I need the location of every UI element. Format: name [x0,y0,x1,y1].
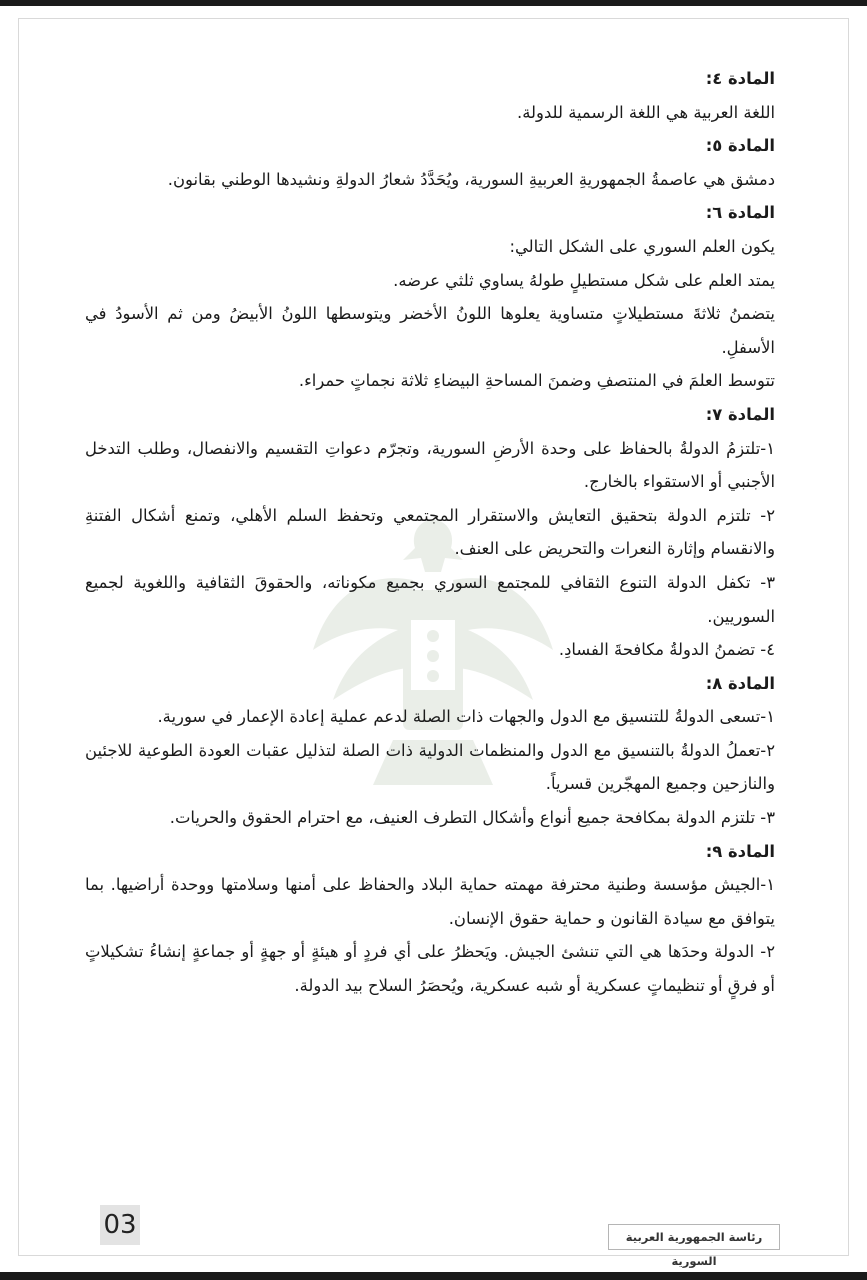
article-paragraph: ٤- تضمنُ الدولةُ مكافحةَ الفسادِ. [558,640,775,660]
article-paragraph: ٢-تعملُ الدولةُ بالتنسيق مع الدول والمنظمات الدولية ذات الصلة لتذليل عقبات العودة الطوعية للاجئين والنازحين وجميع المهجّرين قسرياً. [85,740,775,794]
article-paragraph: تتوسط العلمَ في المنتصفِ وضمنَ المساحةِ البيضاءِ ثلاثة نجماتٍ حمراء. [298,371,775,391]
article-paragraph: ١-تسعى الدولةُ للتنسيق مع الدول والجهات ذات الصلة لدعم عملية إعادة الإعمار في سورية. [157,707,775,727]
article-heading: المادة ٨: [705,673,775,693]
article-heading: المادة ٦: [705,203,775,223]
article-paragraph: ٣- تكفل الدولة التنوع الثقافي للمجتمع السوري بجميع مكوناته، والحقوقَ الثقافية واللغوية لجميع السوريين. [85,572,775,626]
article-paragraph: ١-الجيش مؤسسة وطنية محترفة مهمته حماية البلاد والحفاظ على أمنها وسلامتها ووحدة أراضيها. بما يتوافق مع سيادة القانون و حماية حقوق الإنسان. [85,875,775,928]
article-heading: المادة ٧: [705,404,775,424]
bottom-edge-bar [0,1272,867,1280]
article-paragraph: اللغة العربية هي اللغة الرسمية للدولة. [517,102,775,122]
document-body [85,62,775,1003]
footer-presidency-label: رئاسة الجمهورية العربية السورية [608,1224,780,1250]
article-paragraph: يتضمنُ ثلاثةَ مستطيلاتٍ متساوية يعلوها اللونُ الأخضر ويتوسطها اللونُ الأبيضُ ومن ثم الأسودُ في الأسفلِ. [85,304,775,357]
article-paragraph: ٢- الدولة وحدَها هي التي تنشئ الجيش. ويَحظرُ على أي فردٍ أو هيئةٍ أو جهةٍ أو جماعةٍ إنشاءُ تشكيلاتٍ أو فرقٍ أو تنظيماتٍ عسكرية أو شبه عسكرية، ويُحصَرُ السلاح بيد الدولة. [85,942,775,996]
article-paragraph: ٣- تلتزم الدولة بمكافحة جميع أنواع وأشكال التطرف العنيف، مع احترام الحقوق والحريات. [169,808,775,828]
article-paragraph: يكون العلم السوري على الشكل التالي: [509,236,775,256]
article-heading: المادة ٩: [705,841,775,861]
page-number: 03 [100,1205,140,1245]
article-paragraph: دمشق هي عاصمةُ الجمهوريةِ العربيةِ السورية، ويُحَدَّدُ شعارُ الدولةِ ونشيدها الوطني بقانون. [167,169,775,189]
article-paragraph: يمتد العلم على شكل مستطيلٍ طولهُ يساوي ثلثي عرضه. [393,270,775,290]
article-paragraph: ٢- تلتزم الدولة بتحقيق التعايش والاستقرار المجتمعي وتحفظ السلم الأهلي، وتمنع أشكال الفتنةِ والانقسام وإثارة النعرات والتحريض على العنف. [85,505,775,559]
top-edge-bar [0,0,867,6]
article-heading: المادة ٥: [705,136,775,156]
article-paragraph: ١-تلتزمُ الدولةُ بالحفاظ على وحدة الأرضِ السورية، وتجرّم دعواتِ التقسيم والانفصال، وطلب التدخل الأجنبي أو الاستقواء بالخارج. [85,438,775,492]
article-heading: المادة ٤: [705,69,775,88]
